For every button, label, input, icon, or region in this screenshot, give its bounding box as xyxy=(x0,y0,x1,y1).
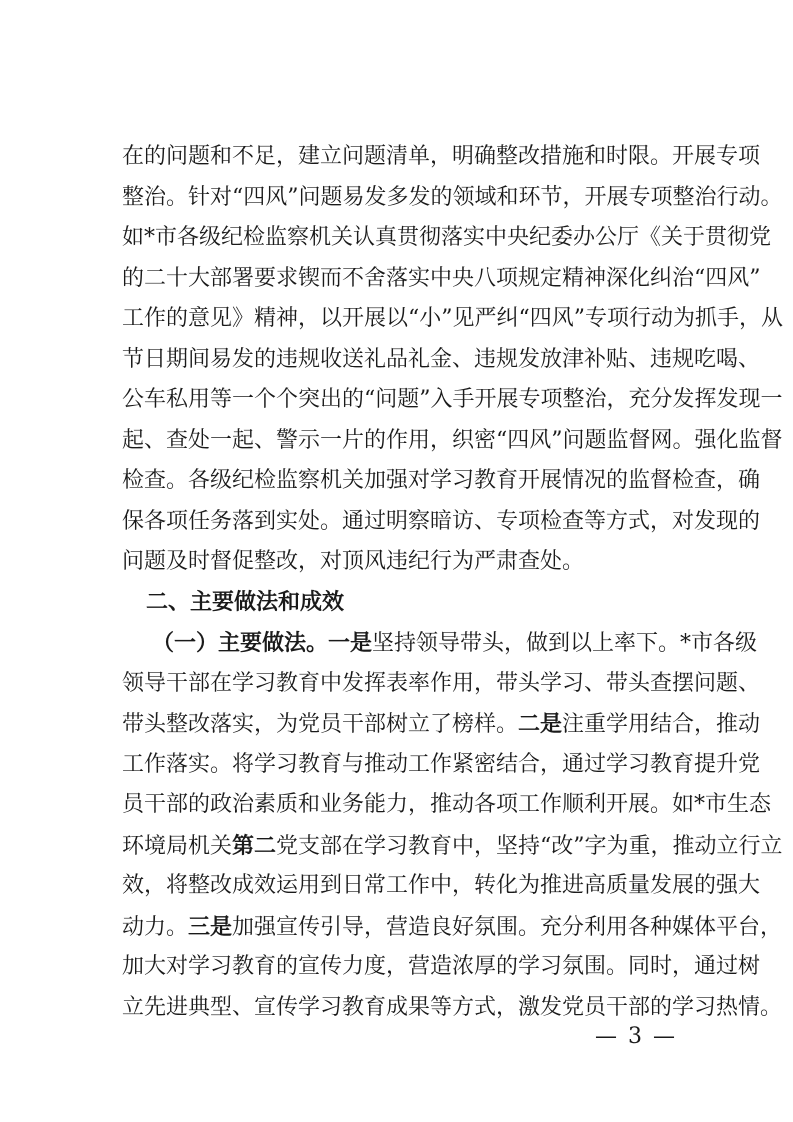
bold-text: 一是 xyxy=(328,630,373,656)
paragraph-line xyxy=(122,670,761,711)
text-run: 的二十大部署要求锲而不舍落实中央八项规定精神深化纠治“四风” xyxy=(122,265,761,291)
paragraph-line xyxy=(122,224,772,265)
paragraph-line xyxy=(122,427,783,468)
text-run: 检查。各级纪检监察机关加强对学习教育开展情况的监督检查，确 xyxy=(122,468,761,493)
section-heading xyxy=(122,589,678,630)
text-run: 注重学用结合，推动 xyxy=(562,712,761,737)
text-run: 在的问题和不足，建立问题清单，明确整改措施和时限。开展专项 xyxy=(122,144,761,169)
text-run: 二、主要做法和成效 xyxy=(146,589,345,615)
text-run: 整治。针对“四风”问题易发多发的领域和环节，开展专项整治行动。 xyxy=(122,184,783,210)
text-run: 加大对学习教育的宣传力度，营造浓厚的学习氛围。同时，通过树 xyxy=(122,954,761,979)
text-run: 公车私用等一个个突出的“问题”入手开展专项整治，充分发挥发现一 xyxy=(122,387,783,412)
paragraph-line xyxy=(122,832,783,873)
paragraph-line xyxy=(122,953,761,994)
bold-text: （一）主要做法。 xyxy=(152,630,329,656)
bold-text: 三是 xyxy=(188,913,233,940)
paragraph-line xyxy=(122,386,783,427)
paragraph-line xyxy=(122,305,783,346)
paragraph-line xyxy=(122,265,761,306)
text-run: 带头整改落实，为党员干部树立了榜样。 xyxy=(122,712,519,737)
page-number: — 3 — xyxy=(595,1024,677,1049)
bold-text: 二是 xyxy=(518,711,563,737)
text-run: 工作落实。将学习教育与推动工作紧密结合，通过学习教育提升党 xyxy=(122,751,761,777)
document-body xyxy=(122,143,783,1034)
paragraph-line xyxy=(122,184,783,225)
paragraph-line xyxy=(122,872,761,913)
paragraph-line xyxy=(122,751,761,792)
text-run: 工作的意见》精神，以开展以“小”见严纠“四风”专项行动为抓手，从 xyxy=(122,306,783,331)
paragraph-line xyxy=(122,710,761,751)
text-run: 党支部在学习教育中，坚持“改”字为重，推动立行立 xyxy=(276,833,783,859)
paragraph-line xyxy=(122,508,761,549)
paragraph-line xyxy=(122,791,772,832)
paragraph-line xyxy=(122,913,783,954)
text-run: 加强宣传引导，营造良好氛围。充分利用各种媒体平台， xyxy=(232,914,783,940)
paragraph-line xyxy=(122,629,758,670)
text-run: 动力。 xyxy=(122,914,189,940)
paragraph-line xyxy=(122,346,761,387)
text-run: 环境局机关 xyxy=(122,833,233,859)
text-run: 如*市各级纪检监察机关认真贯彻落实中央纪委办公厅《关于贯彻党 xyxy=(122,225,772,250)
text-run: 坚持领导带头，做到以上率下。*市各级 xyxy=(372,631,758,656)
paragraph-line xyxy=(122,143,761,184)
text-run: 领导干部在学习教育中发挥表率作用，带头学习、带头查摆问题、 xyxy=(122,670,761,696)
text-run: 节日期间易发的违规收送礼品礼金、违规发放津补贴、违规吃喝、 xyxy=(122,346,761,372)
text-run: 员干部的政治素质和业务能力，推动各项工作顺利开展。如*市生态 xyxy=(122,792,772,817)
bold-text: 第二 xyxy=(232,832,277,859)
paragraph-line xyxy=(122,467,761,508)
text-run: 效，将整改成效运用到日常工作中，转化为推进高质量发展的强大 xyxy=(122,873,761,898)
text-run: 起、查处一起、警示一片的作用，织密“四风”问题监督网。强化监督 xyxy=(122,427,783,453)
text-run: 立先进典型、宣传学习教育成果等方式，激发党员干部的学习热情。 xyxy=(122,994,783,1020)
text-run: 保各项任务落到实处。通过明察暗访、专项检查等方式，对发现的 xyxy=(122,508,761,534)
text-run: 问题及时督促整改，对顶风违纪行为严肃查处。 xyxy=(122,549,585,574)
paragraph-line xyxy=(122,548,678,589)
